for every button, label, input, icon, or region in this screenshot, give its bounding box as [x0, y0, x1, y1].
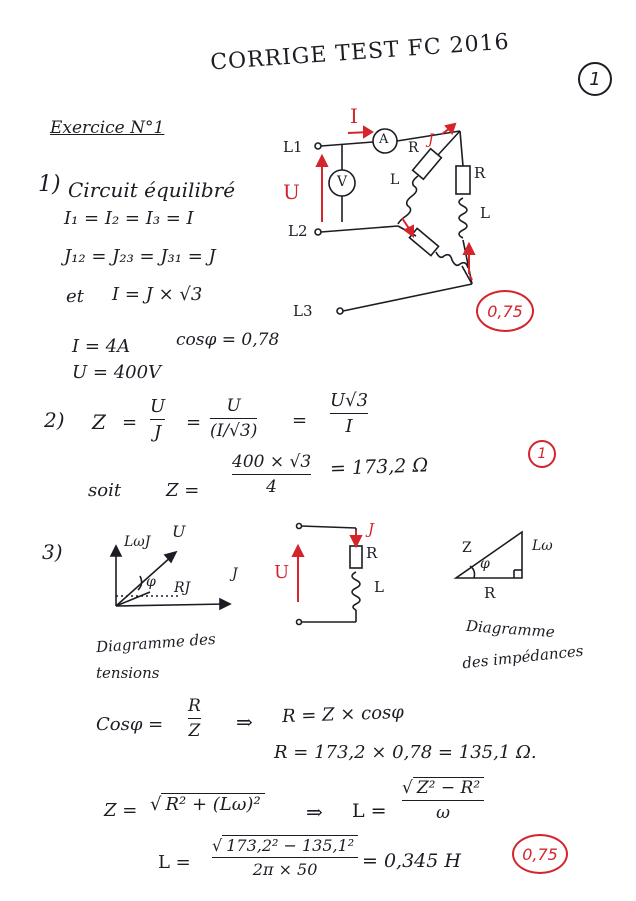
part2-eq-sign-2: = [186, 412, 202, 433]
page-title: CORRIGE TEST FC 2016 [209, 29, 511, 76]
l-lhs: L = [352, 800, 387, 822]
r-calculation: R = 173,2 × 0,78 = 135,1 Ω. [274, 742, 537, 763]
voltmeter-label: V [337, 174, 348, 190]
circuit2-r-label: R [366, 544, 378, 562]
phasor-phi-label: φ [146, 574, 156, 590]
z-radical [150, 794, 265, 815]
f1-den: J [153, 422, 162, 443]
l2-lhs: L = [158, 852, 191, 873]
part1-eq3-prefix: et [66, 286, 84, 307]
part2-soit: soit [88, 480, 122, 501]
score-part3-text: 0,75 [522, 844, 558, 864]
sqrt-sign: √ [212, 836, 223, 855]
given-current: I = 4A [72, 336, 131, 357]
part2-z2: Z = [166, 480, 200, 501]
cos-lhs: Cosφ = [96, 714, 164, 735]
part3-number: 3) [42, 540, 63, 564]
triangle-r-label: R [484, 584, 496, 602]
caption-tensions-1: Diagramme des [95, 629, 217, 657]
exercise-label: Exercice N°1 [50, 118, 165, 138]
fraction-bar [188, 718, 201, 719]
score-part3 [512, 834, 568, 874]
l2-numerator [212, 836, 358, 855]
f4-den: 4 [266, 477, 277, 497]
triangle-z-label: Z [462, 540, 472, 556]
ammeter-label: A [379, 132, 389, 147]
part2-z: Z [92, 410, 106, 434]
score-part2-text: 1 [537, 446, 547, 462]
part1-eq3: I = J × √3 [112, 284, 203, 305]
sqrt-sign: √ [150, 794, 162, 815]
cos-num: R [188, 696, 201, 716]
phase-current-label: J [428, 132, 434, 148]
part2-number: 2) [44, 408, 65, 432]
voltage-label: U [283, 180, 300, 204]
part2-eq-sign-3: = [292, 410, 308, 431]
f3-num: U√3 [330, 390, 369, 411]
f1-num: U [150, 396, 166, 417]
score-part1-text: 0,75 [487, 301, 523, 321]
l2-fraction [212, 836, 358, 879]
inductor-b-label: L [480, 204, 490, 222]
phasor-j-label: J [232, 566, 238, 582]
inductor-a-label: L [390, 172, 400, 188]
part2-eq-sign-1: = [122, 412, 138, 433]
cos-rhs: R = Z × cosφ [281, 701, 405, 728]
circuit2-j-label: J [368, 520, 375, 538]
f2-den: (I/√3) [210, 421, 258, 441]
part1-eq1: I₁ = I₂ = I₃ = I [64, 208, 194, 229]
caption-impedances-2: des impédances [461, 641, 585, 673]
part1-eq2: J₁₂ = J₂₃ = J₃₁ = J [64, 246, 216, 267]
line-current-label: I [350, 104, 358, 128]
z-lhs: Z = [104, 800, 138, 821]
page-number-text: 1 [589, 68, 601, 90]
sqrt-sign: √ [402, 778, 413, 798]
l-numerator [402, 778, 484, 798]
line-l2-label: L2 [288, 222, 308, 240]
z-implies: ⇒ [306, 800, 323, 824]
f2-num: U [226, 396, 241, 416]
caption-tensions-2: tensions [96, 664, 160, 682]
resistor-b-label: R [474, 164, 486, 182]
circuit2-u-label: U [274, 562, 290, 583]
f4-num: 400 × √3 [232, 452, 312, 472]
l2-den: 2π × 50 [252, 860, 318, 879]
line-l1-label: L1 [283, 138, 303, 156]
cos-fraction [188, 696, 201, 741]
fraction-bar [212, 857, 358, 858]
part1-heading: Circuit équilibré [68, 178, 236, 202]
line-l3-label: L3 [293, 302, 313, 320]
f3-den: I [345, 416, 353, 437]
circuit2-l-label: L [374, 578, 384, 596]
triangle-phi-label: φ [480, 556, 490, 572]
part1-number: 1) [38, 172, 61, 197]
phasor-u-label: U [172, 522, 186, 541]
caption-impedances-1: Diagramme [465, 616, 556, 642]
l2-radicand: 173,2² − 135,1² [222, 835, 358, 855]
l-fraction [402, 778, 484, 823]
l-den: ω [436, 803, 450, 823]
resistor-a-label: R [408, 140, 419, 156]
l2-result: = 0,345 H [362, 850, 461, 872]
given-cos: cosφ = 0,78 [176, 330, 280, 350]
l-radicand: Z² − R² [413, 777, 484, 798]
fraction-bar [402, 800, 484, 801]
cos-den: Z [188, 721, 201, 741]
z-radicand: R² + (Lω)² [161, 793, 264, 815]
cos-implies: ⇒ [236, 710, 253, 734]
phasor-lwj-label: LωJ [124, 534, 151, 550]
triangle-lw-label: Lω [532, 538, 553, 554]
part2-result: = 173,2 Ω [329, 454, 429, 480]
phasor-rj-label: RJ [174, 580, 191, 596]
given-voltage: U = 400V [72, 362, 162, 383]
